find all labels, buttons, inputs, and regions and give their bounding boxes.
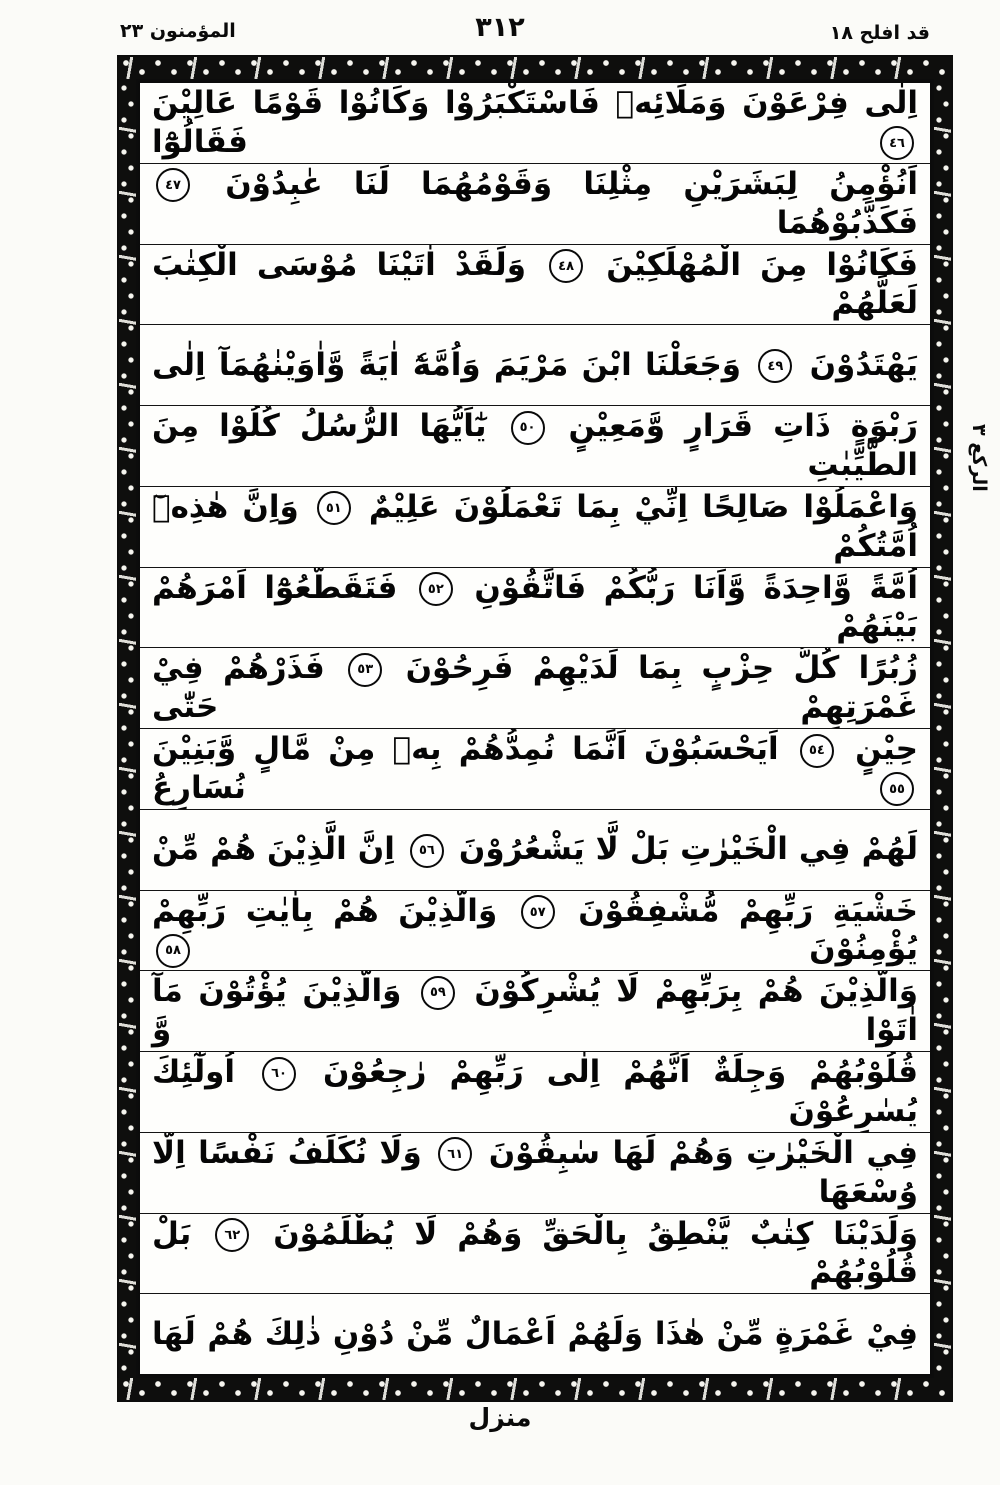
verse-text: فَقَالُوْٓا <box>152 123 248 160</box>
aya-number-marker: ٥٥ <box>880 772 914 806</box>
juz-name-label: قد افلح ١٨ <box>829 22 930 44</box>
running-head <box>0 0 1000 55</box>
quran-line-10 <box>140 810 930 891</box>
quran-line-text <box>152 1053 918 1131</box>
aya-number-marker: ٤٧ <box>156 168 190 202</box>
quran-line-text <box>152 84 918 162</box>
quran-line-7 <box>140 568 930 649</box>
verse-text: وَالَّذِيْنَ هُمْ بِرَبِّهِمْ لَا يُشْرِكُوْنَ <box>474 973 918 1010</box>
quran-line-text <box>152 1134 918 1212</box>
verse-text: لَهُمْ فِي الْخَيْرٰتِ بَلْ لَّا يَشْعُرُوْنَ <box>458 831 918 868</box>
verse-text: فَذَرْهُمْ فِيْ غَمْرَتِهِمْ حَتّٰى <box>152 650 918 726</box>
verse-text: فِيْ غَمْرَةٍ مِّنْ هٰذَا وَلَهُمْ اَعْمَالٌ مِّنْ دُوْنِ ذٰلِكَ هُمْ لَهَا <box>152 1315 918 1352</box>
aya-number-marker: ٥٣ <box>348 653 382 687</box>
quran-line-text <box>152 649 918 727</box>
aya-number-marker: ٥٩ <box>421 976 455 1010</box>
verse-text: زُبُرًا كُلُّ حِزْبٍ بِمَا لَدَيْهِمْ فَرِحُوْنَ <box>405 650 918 687</box>
verse-text: وَاعْمَلُوْا صَالِحًا اِنِّيْ بِمَا تَعْمَلُوْنَ عَلِيْمٌ <box>368 488 918 525</box>
margin-ruku-marker: الركع ٣ <box>968 424 990 492</box>
aya-number-marker: ٤٨ <box>549 249 583 283</box>
manzil-marker: منزل <box>468 1403 532 1432</box>
quran-line-text <box>152 1315 918 1354</box>
aya-number-marker: ٥٨ <box>156 934 190 968</box>
quran-line-4 <box>140 325 930 406</box>
verse-text: فِي الْخَيْرٰتِ وَهُمْ لَهَا سٰبِقُوْنَ <box>488 1134 918 1171</box>
aya-number-marker: ٦١ <box>438 1137 472 1171</box>
quran-line-1 <box>140 83 930 164</box>
quran-line-text <box>152 972 918 1050</box>
quran-line-12 <box>140 971 930 1052</box>
quran-line-15 <box>140 1214 930 1295</box>
quran-line-16 <box>140 1294 930 1374</box>
quran-line-text <box>152 488 918 566</box>
verse-text: بَلْ قُلُوْبُهُمْ <box>152 1215 918 1291</box>
quran-line-5 <box>140 406 930 487</box>
quran-line-text <box>152 165 918 243</box>
quran-line-3 <box>140 245 930 326</box>
verse-text: فَكَذَّبُوْهُمَا <box>776 204 918 241</box>
ornament-border-top <box>117 55 953 81</box>
quran-line-text <box>152 246 918 324</box>
verse-text: نُسَارِعُ <box>152 769 246 806</box>
quran-line-11 <box>140 891 930 972</box>
verse-text: فَتَقَطَّعُوْٓا اَمْرَهُمْ بَيْنَهُمْ <box>152 569 918 645</box>
ornament-border-right <box>932 79 953 1378</box>
aya-number-marker: ٤٩ <box>758 349 792 383</box>
aya-number-marker: ٥٤ <box>800 734 834 768</box>
verse-text: اِنَّ الَّذِيْنَ هُمْ مِّنْ <box>152 831 395 868</box>
quran-line-text <box>152 892 918 970</box>
quran-line-6 <box>140 487 930 568</box>
verse-text: اُولٰٓئِكَ يُسٰرِعُوْنَ <box>152 1054 918 1129</box>
quran-lines <box>138 81 932 1376</box>
verse-text: اُمَّةً وَّاحِدَةً وَّاَنَا رَبُّكُمْ فَاتَّقُوْنِ <box>474 569 918 606</box>
verse-text: وَلَدَيْنَا كِتٰبٌ يَّنْطِقُ بِالْحَقِّ وَهُمْ لَا يُظْلَمُوْنَ <box>273 1215 918 1252</box>
quran-line-text <box>152 569 918 647</box>
quran-line-text <box>152 407 918 485</box>
quran-line-text <box>152 1215 918 1293</box>
quran-line-2 <box>140 164 930 245</box>
ornament-border-bottom <box>117 1376 953 1402</box>
quran-line-13 <box>140 1052 930 1133</box>
verse-text: قُلُوْبُهُمْ وَجِلَةٌ اَنَّهُمْ اِلٰى رَبِّهِمْ رٰجِعُوْنَ <box>322 1054 918 1091</box>
quran-line-text <box>152 730 918 808</box>
verse-text: خَشْيَةِ رَبِّهِمْ مُّشْفِقُوْنَ <box>578 892 918 929</box>
page-frame <box>117 55 953 1402</box>
ornament-border-left <box>117 79 138 1378</box>
verse-text: وَلَقَدْ اٰتَيْنَا مُوْسَى الْكِتٰبَ لَعَلَّهُمْ <box>152 246 918 322</box>
verse-text: وَاِنَّ هٰذِهٖٓ اُمَّتُكُمْ <box>152 488 918 564</box>
verse-text: فَكَانُوْا مِنَ الْمُهْلَكِيْنَ <box>606 246 919 283</box>
verse-text: وَالَّذِيْنَ هُمْ بِاٰيٰتِ رَبِّهِمْ يُؤْمِنُوْنَ <box>152 892 918 968</box>
aya-number-marker: ٥٠ <box>511 411 545 445</box>
verse-text: اَيَحْسَبُوْنَ اَنَّمَا نُمِدُّهُمْ بِهٖ مِنْ مَّالٍ وَّبَنِيْنَ <box>152 731 779 768</box>
verse-text: حِيْنٍ <box>855 731 918 768</box>
verse-text: يٰٓاَيُّهَا الرُّسُلُ كُلُوْا مِنَ الطَّيِّبٰتِ <box>152 408 918 483</box>
verse-text: رَبْوَةٍ ذَاتِ قَرَارٍ وَّمَعِيْنٍ <box>568 408 918 445</box>
aya-number-marker: ٥١ <box>317 491 351 525</box>
quran-line-14 <box>140 1133 930 1214</box>
aya-number-marker: ٦٢ <box>215 1218 249 1252</box>
aya-number-marker: ٦٠ <box>262 1057 296 1091</box>
aya-number-marker: ٥٧ <box>521 895 555 929</box>
verse-text: وَجَعَلْنَا ابْنَ مَرْيَمَ وَاُمَّهٗٓ اٰيَةً وَّاٰوَيْنٰهُمَآ اِلٰى <box>152 346 742 383</box>
quran-line-text <box>152 830 918 869</box>
verse-text: اَنُؤْمِنُ لِبَشَرَيْنِ مِثْلِنَا وَقَوْمُهُمَا لَنَا عٰبِدُوْنَ <box>225 165 918 202</box>
verse-text: وَلَا نُكَلِّفُ نَفْسًا اِلَّا وُسْعَهَا <box>152 1134 918 1210</box>
surah-name-label: المؤمنون ٢٣ <box>120 20 236 42</box>
verse-text: يَهْتَدُوْنَ <box>809 346 918 383</box>
quran-line-text <box>152 346 918 385</box>
aya-number-marker: ٤٦ <box>880 126 914 160</box>
quran-line-9 <box>140 729 930 810</box>
page-number: ٣١٢ <box>475 12 525 43</box>
aya-number-marker: ٥٦ <box>410 834 444 868</box>
verse-text: اِلٰى فِرْعَوْنَ وَمَلَائِهٖ فَاسْتَكْبَرُوْا وَكَانُوْا قَوْمًا عَالِيْنَ <box>152 85 918 122</box>
verse-text: وَالَّذِيْنَ يُؤْتُوْنَ مَآ اٰتَوْا وَّ <box>152 973 918 1049</box>
quran-line-8 <box>140 648 930 729</box>
aya-number-marker: ٥٢ <box>419 572 453 606</box>
